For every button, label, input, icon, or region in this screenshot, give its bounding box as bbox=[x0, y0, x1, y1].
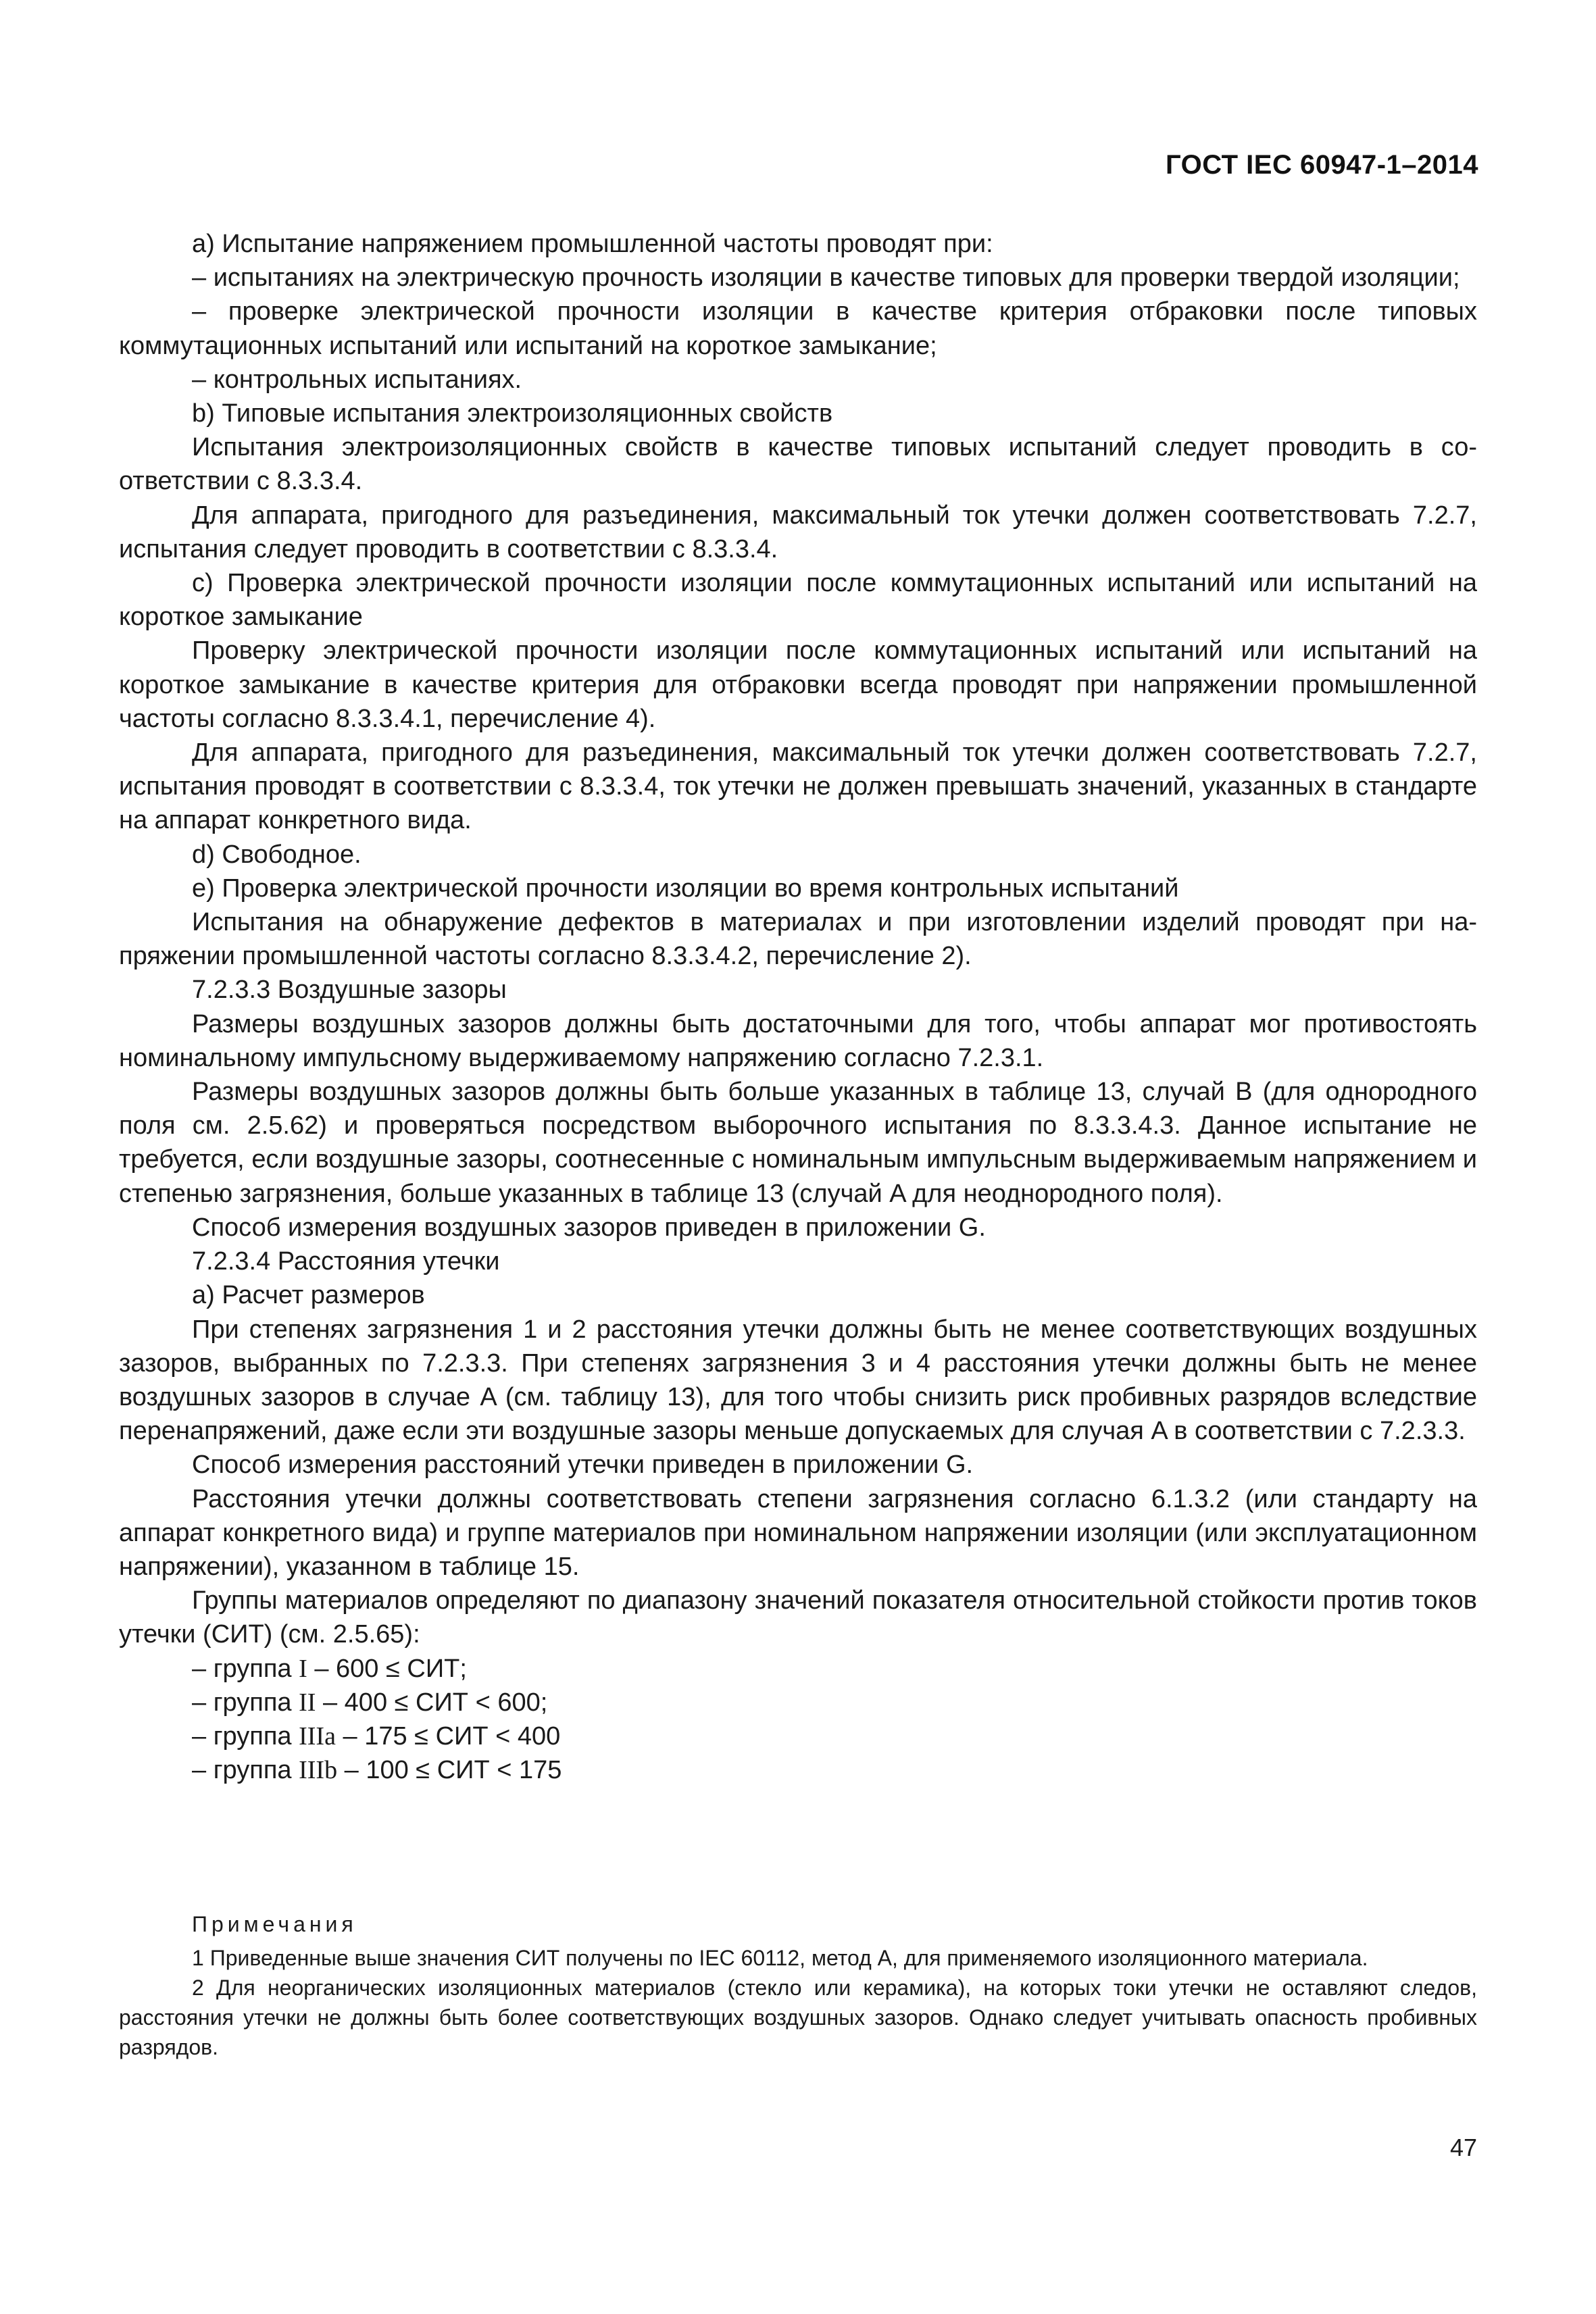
paragraph: Для аппарата, пригодного для разъединения, максимальный ток утечки должен соответствовать 7.2.7, испытания следует проводить в соответствии с 8.3.3.4. bbox=[119, 501, 1477, 563]
paragraph: Испытания на обнаружение дефектов в материалах и при изготовлении изделий проводят при напряжении промышленной частоты согласно 8.3.3.4.2, перечисление 2). bbox=[119, 908, 1477, 971]
notes-title: Примечания bbox=[192, 1912, 357, 1936]
list-item-prefix: – группа bbox=[192, 1688, 299, 1717]
paragraph: – контрольных испытаниях. bbox=[192, 365, 522, 394]
list-item-text: – 100 ≤ СИТ < 175 bbox=[337, 1756, 562, 1785]
paragraph: e) Проверка электрической прочности изоляции во время контрольных испытаний bbox=[192, 874, 1179, 903]
paragraph: c) Проверка электрической прочности изоляции после коммутационных испытаний или испытаний на короткое замыкание bbox=[119, 569, 1477, 632]
document-header: ГОСТ IEC 60947-1–2014 bbox=[1165, 150, 1478, 180]
section-heading: 7.2.3.4 Расстояния утечки bbox=[192, 1247, 500, 1276]
paragraph: b) Типовые испытания электроизоляционных свойств bbox=[192, 399, 833, 428]
paragraph: a) Расчет размеров bbox=[192, 1281, 425, 1310]
paragraph: Испытания электроизоляционных свойств в качестве типовых испытаний следует проводить в соответствии с 8.3.3.4. bbox=[119, 433, 1477, 496]
list-item-text: – 400 ≤ СИТ < 600; bbox=[316, 1688, 548, 1717]
list-item-text: – 600 ≤ СИТ; bbox=[307, 1654, 467, 1683]
list-item-group-id: IIIb bbox=[299, 1756, 338, 1785]
paragraph: Размеры воздушных зазоров должны быть больше указанных в таблице 13, случай B (для однородного поля см. 2.5.62) и проверяться посредством выборочного испытания по 8.3.3.4.3. Данное испытание не требуется, если воздушные зазоры, соотнесенные с номинальным импульсным выдерживаемым напряжением и степенью загрязнения, больше указанных в таблице 13 (случай A для неоднородного поля). bbox=[119, 1078, 1477, 1208]
paragraph: Группы материалов определяют по диапазону значений показателя относительной стойкости против токов утечки (СИТ) (см. 2.5.65): bbox=[119, 1586, 1477, 1649]
note-item: 2 Для неорганических изоляционных материалов (стекло или керамика), на которых токи утечки не оставляют следов, расстояния утечки не должны быть более соответствующих воздушных зазоров. Однако следует учитывать опасность пробивных разрядов. bbox=[119, 1976, 1477, 2059]
list-item-prefix: – группа bbox=[192, 1654, 299, 1683]
list-item-group-id: I bbox=[299, 1654, 307, 1683]
section-heading: 7.2.3.3 Воздушные зазоры bbox=[192, 976, 507, 1005]
paragraph: Для аппарата, пригодного для разъединения, максимальный ток утечки должен соответствовать 7.2.7, испытания проводят в соответствии с 8.3.3.4, ток утечки не должен превышать значений, указанных в стандарте на аппарат конкретного вида. bbox=[119, 738, 1477, 835]
paragraph: Проверку электрической прочности изоляции после коммутационных испытаний или испытаний на короткое замыкание в качестве критерия для отбраковки всегда проводят при напряжении промышленной частоты согласно 8.3.3.4.1, перечисление 4). bbox=[119, 636, 1477, 733]
note-item: 1 Приведенные выше значения СИТ получены по IEC 60112, метод А, для применяемого изоляционного материала. bbox=[192, 1946, 1368, 1970]
paragraph: – проверке электрической прочности изоляции в качестве критерия отбраковки после типовых коммутационных испытаний или испытаний на короткое замыкание; bbox=[119, 297, 1477, 360]
list-item bbox=[119, 1753, 1477, 1787]
list-item bbox=[119, 1652, 1477, 1686]
paragraph: d) Свободное. bbox=[192, 840, 361, 869]
main-text bbox=[119, 227, 1477, 1787]
page-number: 47 bbox=[1449, 2134, 1477, 2161]
notes-block bbox=[119, 1909, 1477, 2062]
list-item-group-id: IIIa bbox=[299, 1721, 336, 1751]
list-item-prefix: – группа bbox=[192, 1756, 299, 1785]
paragraph: Способ измерения расстояний утечки приведен в приложении G. bbox=[192, 1451, 974, 1480]
paragraph: Расстояния утечки должны соответствовать степени загрязнения согласно 6.1.3.2 (или стандарту на аппарат конкретного вида) и группе материалов при номинальном напряжении изоляции (или эксплуатационном напряжении), указанном в таблице 15. bbox=[119, 1484, 1477, 1581]
paragraph: Способ измерения воздушных зазоров приведен в приложении G. bbox=[192, 1213, 986, 1242]
list-item bbox=[119, 1719, 1477, 1753]
list-item-prefix: – группа bbox=[192, 1721, 299, 1751]
paragraph: a) Испытание напряжением промышленной частоты проводят при: bbox=[192, 230, 993, 258]
paragraph: При степенях загрязнения 1 и 2 расстояния утечки должны быть не менее соответствующих воздушных зазоров, выбранных по 7.2.3.3. При степенях загрязнения 3 и 4 расстояния утечки должны быть не менее воздушных зазоров в случае A (см. таблицу 13), для того чтобы снизить риск пробивных разрядов вследствие перенапряжений, даже если эти воздушные зазоры меньше допускаемых для случая A в соответствии с 7.2.3.3. bbox=[119, 1315, 1477, 1446]
list-item bbox=[119, 1686, 1477, 1719]
list-item-group-id: II bbox=[299, 1688, 316, 1717]
paragraph: – испытаниях на электрическую прочность изоляции в качестве типовых для проверки твердой изоляции; bbox=[192, 263, 1460, 293]
list-item-text: – 175 ≤ СИТ < 400 bbox=[335, 1721, 561, 1751]
paragraph: Размеры воздушных зазоров должны быть достаточными для того, чтобы аппарат мог противостоять номинальному импульсному выдерживаемому напряжению согласно 7.2.3.1. bbox=[119, 1009, 1477, 1072]
